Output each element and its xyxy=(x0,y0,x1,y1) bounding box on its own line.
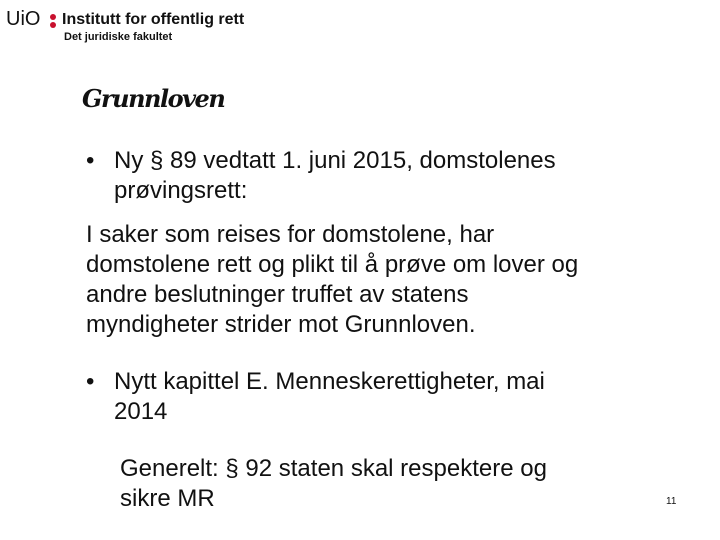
quote-block xyxy=(86,220,578,340)
bullet-line: prøvingsrett: xyxy=(114,177,248,204)
bullet-mark: • xyxy=(86,368,95,395)
general-line: sikre MR xyxy=(120,485,215,512)
logo-uio-text: UiO xyxy=(6,8,41,30)
general-block xyxy=(120,454,547,514)
quote-line: myndigheter strider mot Grunnloven. xyxy=(86,311,476,338)
slide-title: Grunnloven xyxy=(82,84,225,113)
bullet-mark: • xyxy=(86,147,95,174)
quote-line: andre beslutninger truffet av statens xyxy=(86,281,469,308)
quote-line: domstolene rett og plikt til å prøve om lover og xyxy=(86,251,579,278)
quote-line: I saker som reises for domstolene, har xyxy=(86,221,495,248)
bullet-line: Ny § 89 vedtatt 1. juni 2015, domstolenes xyxy=(114,147,556,174)
page-number: 11 xyxy=(666,496,677,507)
bullet-line: Nytt kapittel E. Menneskerettigheter, mai xyxy=(114,368,545,395)
general-line: Generelt: § 92 staten skal respektere og xyxy=(120,455,547,482)
institute-name: Institutt for offentlig rett xyxy=(62,11,245,28)
faculty-name: Det juridiske fakultet xyxy=(64,31,173,43)
logo-dots-icon xyxy=(50,14,58,28)
bullet-line: 2014 xyxy=(114,398,168,425)
